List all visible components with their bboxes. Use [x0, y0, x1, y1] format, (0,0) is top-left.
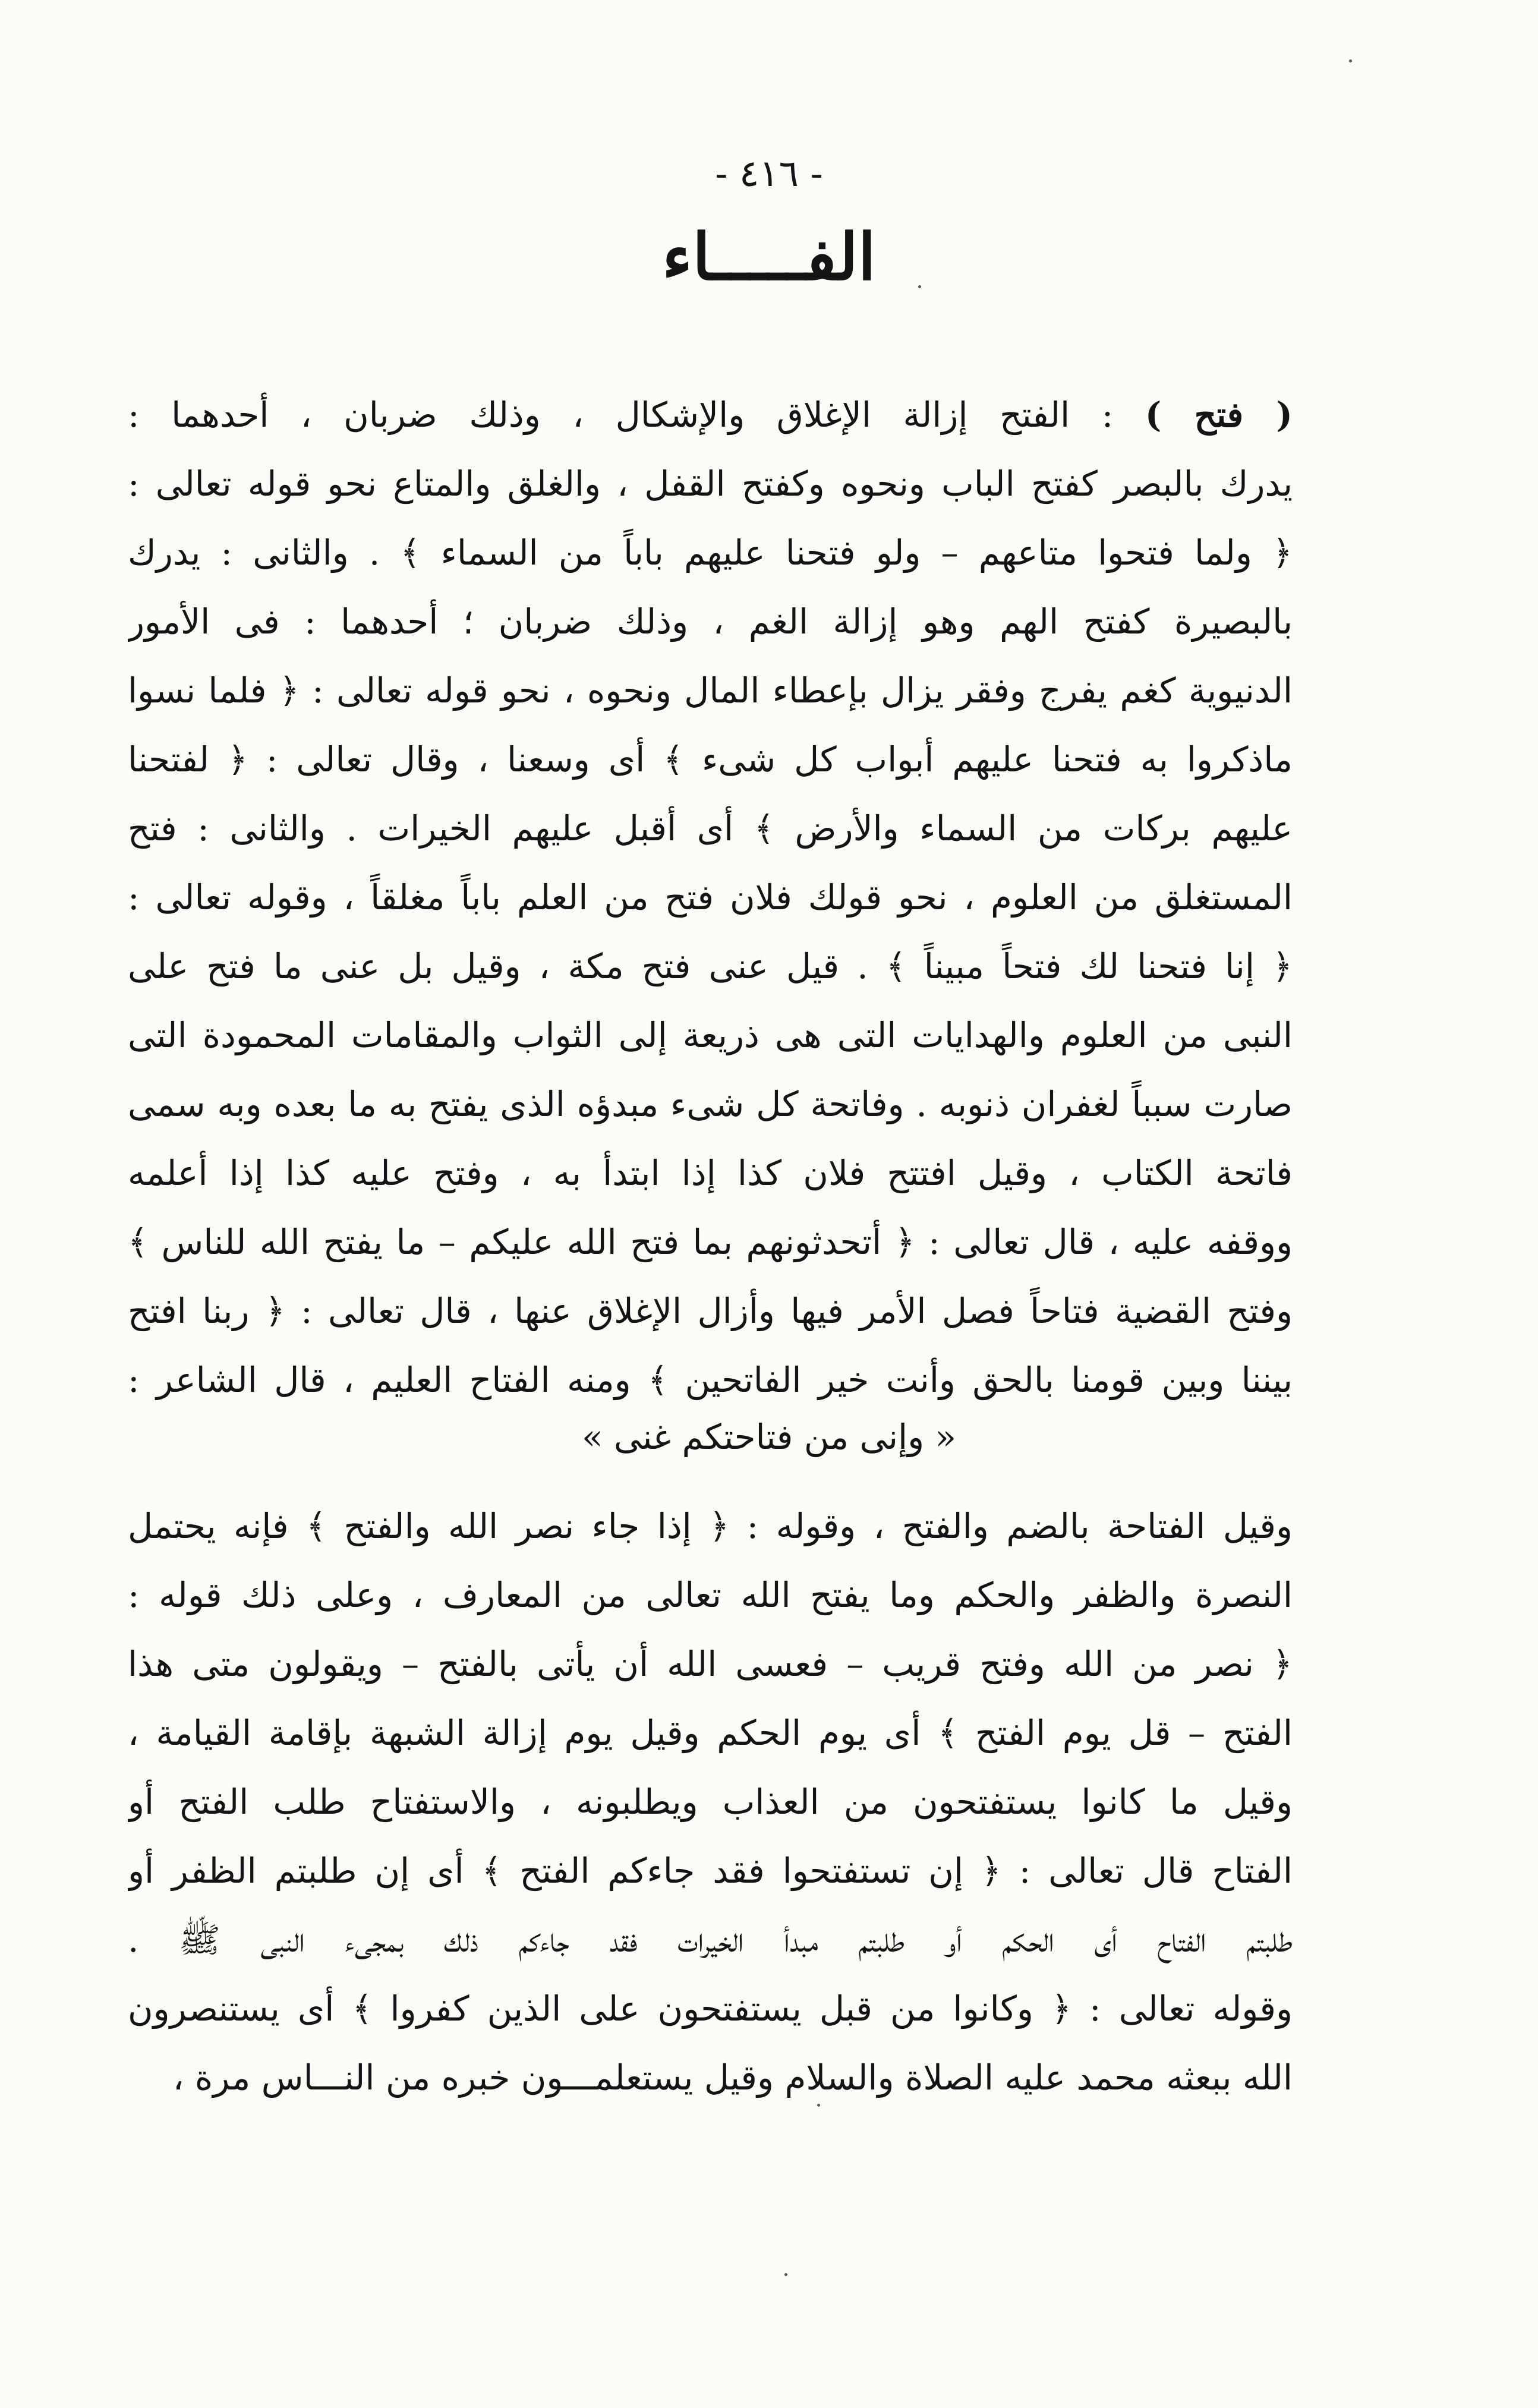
text-line	[128, 380, 1293, 449]
text-line: وقيل ما كانوا يستفتحون من العذاب ويطلبونه ، والاستفتاح طلب الفتح أو	[128, 1782, 1293, 1822]
entry-headword: ( فتح )	[1145, 395, 1293, 435]
text-line: صارت سبباً لغفران ذنوبه . وفاتحة كل شىء مبدؤه الذى يفتح به ما بعده وبه سمى	[128, 1084, 1293, 1124]
text-line: ﴿ إنا فتحنا لك فتحاً مبيناً ﴾ . قيل عنى فتح مكة ، وقيل بل عنى ما فتح على	[128, 946, 1293, 986]
text-line: يدرك بالبصر كفتح الباب ونحوه وكفتح القفل ، والغلق والمتاع نحو قوله تعالى :	[128, 464, 1293, 504]
text-line: ماذكروا به فتحنا عليهم أبواب كل شىء ﴾ أى وسعنا ، وقال تعالى : ﴿ لفتحنا	[128, 739, 1293, 780]
scan-speck	[784, 2273, 787, 2276]
scan-speck	[817, 2104, 820, 2107]
entry-paragraph-2	[128, 1492, 1293, 2112]
text-line: وقيل الفتاحة بالضم والفتح ، وقوله : ﴿ إذا جاء نصر الله والفتح ﴾ فإنه يحتمل	[128, 1506, 1293, 1546]
scan-speck	[1349, 59, 1352, 62]
text-line: وقوله تعالى : ﴿ وكانوا من قبل يستفتحون على الذين كفروا ﴾ أى يستنصرون	[128, 1988, 1293, 2029]
text-line: وفتح القضية فتاحاً فصل الأمر فيها وأزال الإغلاق عنها ، قال تعالى : ﴿ ربنا افتح	[128, 1291, 1293, 1331]
text-line: ووقفه عليه ، قال تعالى : ﴿ أتحدثونهم بما فتح الله عليكم – ما يفتح الله للناس ﴾	[128, 1222, 1293, 1262]
text-line: ﴿ نصر من الله وفتح قريب – فعسى الله أن يأتى بالفتح – ويقولون متى هذا	[128, 1644, 1293, 1684]
text-line: النبى من العلوم والهدايات التى هى ذريعة إلى الثواب والمقامات المحمودة التى	[128, 1015, 1293, 1055]
text-line: بيننا وبين قومنا بالحق وأنت خير الفاتحين ﴾ ومنه الفتاح العليم ، قال الشاعر :	[128, 1360, 1293, 1400]
text-line: الدنيوية كغم يفرج وفقر يزال بإعطاء المال ونحوه ، نحو قوله تعالى : ﴿ فلما نسوا	[128, 670, 1293, 711]
text-line: بالبصيرة كفتح الهم وهو إزالة الغم ، وذلك ضربان ؛ أحدهما : فى الأمور	[128, 601, 1293, 642]
poetry-verse: « وإنى من فتاحتكم غنى »	[581, 1417, 957, 1457]
scan-speck	[918, 285, 921, 288]
chapter-title: الفـــــاء	[662, 220, 876, 295]
text-line: ﴿ ولما فتحوا متاعهم – ولو فتحنا عليهم باباً من السماء ﴾ . والثانى : يدرك	[128, 532, 1293, 573]
entry-paragraph-1	[128, 380, 1293, 1414]
text-line: طلبتم الفتاح أى الحكم أو طلبتم مبدأ الخيرات فقد جاءكم ذلك بمجىء النبى ﷺ .	[128, 1920, 1293, 1960]
text-line: فاتحة الكتاب ، وقيل افتتح فلان كذا إذا ابتدأ به ، وفتح عليه كذا إذا أعلمه	[128, 1153, 1293, 1193]
text-line: عليهم بركات من السماء والأرض ﴾ أى أقبل عليهم الخيرات . والثانى : فتح	[128, 808, 1293, 849]
entry-definition-start: : الفتح إزالة الإغلاق والإشكال ، وذلك ضربان ، أحدهما :	[128, 395, 1145, 435]
text-line: المستغلق من العلوم ، نحو قولك فلان فتح من العلم باباً مغلقاً ، وقوله تعالى :	[128, 877, 1293, 918]
text-line: الفتاح قال تعالى : ﴿ إن تستفتحوا فقد جاءكم الفتح ﴾ أى إن طلبتم الظفر أو	[128, 1851, 1293, 1891]
text-line: الله ببعثه محمد عليه الصلاة والسلام وقيل يستعلمـــون خبره من النـــاس مرة ،	[172, 2057, 1293, 2098]
page-number: - ٤١٦ -	[715, 152, 823, 195]
text-line: النصرة والظفر والحكم وما يفتح الله تعالى من المعارف ، وعلى ذلك قوله :	[128, 1575, 1293, 1615]
text-line: الفتح – قل يوم الفتح ﴾ أى يوم الحكم وقيل يوم إزالة الشبهة بإقامة القيامة ،	[128, 1713, 1293, 1753]
